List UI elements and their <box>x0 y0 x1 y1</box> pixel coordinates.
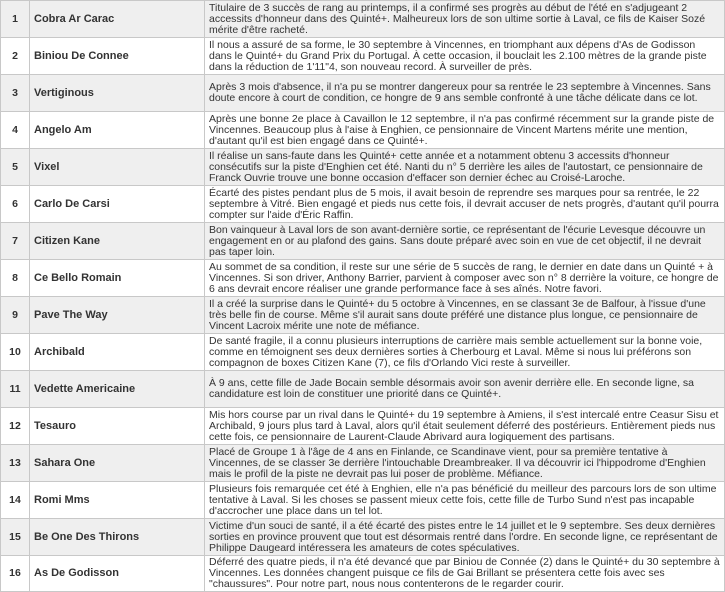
horse-name: Romi Mms <box>30 482 205 519</box>
table-row <box>1 334 725 371</box>
row-number: 7 <box>1 223 30 260</box>
row-number: 9 <box>1 297 30 334</box>
horse-comment: Bon vainqueur à Laval lors de son avant-dernière sortie, ce représentant de l'écurie Levesque découvre un engagement en or au plafond des gains. Sans doute préparé avec soin en vue de cet objectif, il ne devrait pas taper loin. <box>205 223 725 260</box>
row-number: 4 <box>1 112 30 149</box>
table-row <box>1 112 725 149</box>
horse-name: Carlo De Carsi <box>30 186 205 223</box>
horse-comment: De santé fragile, il a connu plusieurs interruptions de carrière mais semble actuellement sur la bonne voie, comme en témoignent ses deux dernières sorties à Cherbourg et Laval. Même si nous lui préférons son compagnon de boxes Citizen Kane (7), ce fils d'Orlando Vici reste à surveiller. <box>205 334 725 371</box>
horse-comment: Après une bonne 2e place à Cavaillon le 12 septembre, il n'a pas confirmé récemment sur la grande piste de Vincennes. Beaucoup plus à l'aise à Enghien, ce pensionnaire de Vincent Martens mérite une mention, d'autant qu'il est bien engagé dans ce Quinté+. <box>205 112 725 149</box>
row-number: 16 <box>1 556 30 592</box>
horse-comment: Après 3 mois d'absence, il n'a pu se montrer dangereux pour sa rentrée le 23 septembre à Vincennes. Sans doute encore à court de condition, ce hongre de 9 ans semble confronté à une tâche délicate dans ce lot. <box>205 75 725 112</box>
table-row <box>1 482 725 519</box>
horse-comment: Il nous a assuré de sa forme, le 30 septembre à Vincennes, en triomphant aux dépens d'As de Godisson dans le Quinté+ du Grand Prix du Portugal. À cette occasion, il bouclait les 2.100 mètres de la grande piste dans la réduction de 1'11"4, son nouveau record. À surveiller de près. <box>205 38 725 75</box>
row-number: 5 <box>1 149 30 186</box>
horse-name: Pave The Way <box>30 297 205 334</box>
table-row <box>1 519 725 556</box>
horse-name: Cobra Ar Carac <box>30 1 205 38</box>
table-row <box>1 75 725 112</box>
horse-name: Citizen Kane <box>30 223 205 260</box>
table-row <box>1 260 725 297</box>
horse-name: Vixel <box>30 149 205 186</box>
horse-name: Vertiginous <box>30 75 205 112</box>
horse-name: Archibald <box>30 334 205 371</box>
row-number: 13 <box>1 445 30 482</box>
table-row <box>1 408 725 445</box>
table-row <box>1 223 725 260</box>
horse-comment: Titulaire de 3 succès de rang au printemps, il a confirmé ses progrès au début de l'été en s'adjugeant 2 accessits d'honneur dans des Quinté+. Malheureux lors de son ultime sortie à Laval, ce fils de Kaiser Sozé mérite d'être racheté. <box>205 1 725 38</box>
row-number: 8 <box>1 260 30 297</box>
horse-name: As De Godisson <box>30 556 205 592</box>
table-row <box>1 149 725 186</box>
row-number: 2 <box>1 38 30 75</box>
horse-comment: Victime d'un souci de santé, il a été écarté des pistes entre le 14 juillet et le 9 septembre. Ses deux dernières sorties en province prouvent que tout est désormais rentré dans l'ordre. En seconde ligne, ce représentant de Philippe Daugeard intéressera les amateurs de cotes spéculatives. <box>205 519 725 556</box>
horse-name: Sahara One <box>30 445 205 482</box>
table-row <box>1 186 725 223</box>
row-number: 1 <box>1 1 30 38</box>
row-number: 3 <box>1 75 30 112</box>
horse-comment: Il a créé la surprise dans le Quinté+ du 5 octobre à Vincennes, en se classant 3e de Balfour, à l'issue d'une très belle fin de course. Même s'il aurait sans doute préféré une distance plus longue, ce pensionnaire de Vincent Lacroix mérite une note de méfiance. <box>205 297 725 334</box>
table-row <box>1 445 725 482</box>
horse-name: Ce Bello Romain <box>30 260 205 297</box>
horse-name: Tesauro <box>30 408 205 445</box>
table-row <box>1 1 725 38</box>
horse-name: Be One Des Thirons <box>30 519 205 556</box>
row-number: 10 <box>1 334 30 371</box>
row-number: 12 <box>1 408 30 445</box>
horse-comment: À 9 ans, cette fille de Jade Bocain semble désormais avoir son avenir derrière elle. En seconde ligne, sa candidature est loin de constituer une priorité dans ce Quinté+. <box>205 371 725 408</box>
table-row <box>1 297 725 334</box>
horse-name: Vedette Americaine <box>30 371 205 408</box>
row-number: 11 <box>1 371 30 408</box>
horse-comment: Écarté des pistes pendant plus de 5 mois, il avait besoin de reprendre ses marques pour sa rentrée, le 22 septembre à Vitré. Bien engagé et pieds nus cette fois, il devrait accuser de nets progrès, d'autant qu'il pourra compter sur l'aide d'Éric Raffin. <box>205 186 725 223</box>
row-number: 15 <box>1 519 30 556</box>
horse-comment: Déferré des quatre pieds, il n'a été devancé que par Biniou de Connée (2) dans le Quinté+ du 30 septembre à Vincennes. Les données changent puisque ce fils de Gai Brillant se présentera cette fois avec ses "chaussures". Pour notre part, nous nous contenterons de le regarder courir. <box>205 556 725 592</box>
horse-comment: Il réalise un sans-faute dans les Quinté+ cette année et a notamment obtenu 3 accessits d'honneur consécutifs sur la piste d'Enghien cet été. Nanti du n° 5 derrière les ailes de l'autostart, ce pensionnaire de Franck Ouvrie trouve une bonne occasion d'effacer son dernier échec au Croisé-Laroche. <box>205 149 725 186</box>
row-number: 6 <box>1 186 30 223</box>
row-number: 14 <box>1 482 30 519</box>
horse-comment: Plusieurs fois remarquée cet été à Enghien, elle n'a pas bénéficié du meilleur des parcours lors de son ultime tentative à Laval. Si les choses se passent mieux cette fois, cette fille de Turbo Sund n'est pas incapable d'accrocher une place dans un tel lot. <box>205 482 725 519</box>
table-row <box>1 38 725 75</box>
table-row <box>1 556 725 592</box>
horse-comment: Au sommet de sa condition, il reste sur une série de 5 succès de rang, le dernier en date dans un Quinté + à Vincennes. Si son driver, Anthony Barrier, parvient à composer avec son n° 8 derrière la voiture, ce hongre de 6 ans devrait encore réaliser une grande performance face à ses aînés. Notre favori. <box>205 260 725 297</box>
horse-name: Biniou De Connee <box>30 38 205 75</box>
horse-comment: Placé de Groupe 1 à l'âge de 4 ans en Finlande, ce Scandinave vient, pour sa première tentative à Vincennes, de se classer 3e derrière l'intouchable Dreambreaker. Il va découvrir ici l'hippodrome d'Enghien mais le profil de la piste ne devrait pas lui poser de problème. Méfiance. <box>205 445 725 482</box>
horse-comment: Mis hors course par un rival dans le Quinté+ du 19 septembre à Amiens, il s'est intercalé entre Ceasur Sisu et Archibald, 9 jours plus tard à Laval, alors qu'il était seulement déferré des postérieurs. Entièrement pieds nus cette fois, ce pensionnaire de Laurent-Claude Abrivard aura logiquement des partisans. <box>205 408 725 445</box>
horse-name: Angelo Am <box>30 112 205 149</box>
table-row <box>1 371 725 408</box>
